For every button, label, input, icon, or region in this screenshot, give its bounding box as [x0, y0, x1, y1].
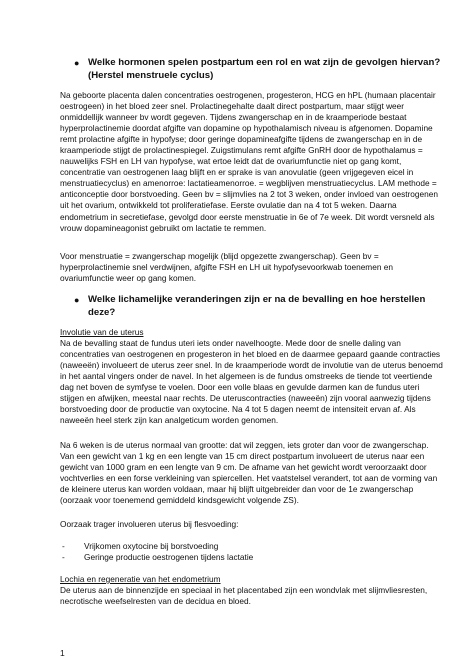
section2-paragraph-1: Na de bevalling staat de fundus uteri iets onder navelhoogte. Mede door de snelle daling van concentraties van oestrogenen en progesteron in het bloed en de daarmee gepaard gaande contracties (naweeën) involueert de uterus zeer snel. In de kraamperiode wordt de involutie van de uterus benoemd in het aantal vingers onder de navel. In het algemeen is de fundus omstreeks de tiende tot veertiende dag net boven de symfyse te voelen. Door een volle blaas en gevulde darmen kan de fundus uteri stijgen en afwijken, meestal naar rechts. De uteruscontracties (naweeën) zijn vooral aanwezig tijdens borstvoeding door de productie van oxytocine. Na 4 tot 5 dagen neemt de intensiteit ervan af. Als naweeën heel sterk zijn kan analgeticum worden genomen.: [60, 338, 443, 426]
cause-list: [60, 541, 444, 563]
lochia-subheading: Lochia en regeneratie van het endometrium: [60, 574, 221, 584]
section2-heading: [74, 294, 444, 319]
list-item: - Geringe productie oestrogenen tijdens lactatie: [62, 552, 254, 563]
involutie-subheading: Involutie van de uterus: [60, 327, 144, 337]
bullet-icon: ●: [74, 58, 80, 68]
section2-paragraph-4: De uterus aan de binnenzijde en speciaal in het placentabed zijn een wondvlak met slijmvliesresten, necrotische weefselresten van de decidua en bloed.: [60, 585, 428, 607]
section1-paragraph-2: Voor menstruatie = zwangerschap mogelijk (blijd opgezette zwangerschap). Geen bv = hyperprolactinemie snel verdwijnen, afgifte FSH en LH uit hypofysevoorkwab toenemen en ovariumfunctie weer op gang komen.: [60, 251, 393, 284]
dash-icon: -: [62, 552, 65, 563]
section1-heading: [74, 57, 444, 82]
section1-paragraph-1: Na geboorte placenta dalen concentraties oestrogenen, progesteron, HCG en hPL (humaan placentair oestrogeen) in het bloed zeer snel. Prolactinegehalte daalt direct postpartum, maar stijgt weer onmiddellijk wanneer bv wordt gegeven. Tijdens zwangerschap en in de kraamperiode bestaat hyperprolactinemie doordat afgifte van dopamine op hypothalamisch niveau is afgenomen. Dopamine remt prolactine afgifte in hypofyse; door geringe dopamineafgifte tijdens de zwangerschap en in de kraamperiode stijgt de prolactinespiegel. Zuigstimulans remt afgifte GnRH door de hypothalamus = nauwelijks FSH en LH van hypofyse, wat ertoe leidt dat de ovariumfunctie niet op gang komt, concentratie van oestrogenen laag blijft en er sprake is van anovulatie (geen vrijgegeven eicel in menstruatiecyclus) en amenorroe: lactatieamenorroe. = wegblijven menstruatiecyclus. LAM methode = anticonceptie door borstvoeding. Geen bv = slijmvlies na 2 tot 3 weken, onder invloed van oestrogenen uit het ovarium, ontwikkeld tot proliferatiefase. Eerste ovulatie dan na 4 tot 5 weken. Daarna endometrium in secretiefase, gevolgd door eerste menstruatie in 6e of 7e week. Dit wordt versneld als vrouw dopamineagonist gebruikt om lactatie te remmen.: [60, 90, 438, 233]
bullet-icon: ●: [74, 295, 80, 305]
section1-heading-text: Welke hormonen spelen postpartum een rol en wat zijn de gevolgen hiervan? (Herstel menstruele cyclus): [88, 57, 441, 81]
section2-heading-text: Welke lichamelijke veranderingen zijn er na de bevalling en hoe herstellen deze?: [88, 294, 426, 318]
dash-icon: -: [62, 541, 65, 551]
list-item: - Vrijkomen oxytocine bij borstvoeding: [62, 541, 219, 551]
page-number: 1: [60, 648, 65, 658]
section2-paragraph-2: Na 6 weken is de uterus normaal van grootte: dat wil zeggen, iets groter dan voor de zwangerschap. Van een gewicht van 1 kg en een lengte van 15 cm direct postpartum involueert de uterus naar een gewicht van 1000 gram en een lengte van 9 cm. De afname van het gewicht wordt veroorzaakt door vochtverlies en een forse verkleining van spiercellen. Het vaatstelsel verandert, tot aan de vorming van de kleinere uterus kan worden voldaan, maar hij blijft uitgebreider dan voor de 1e zwangerschap (oorzaak voor toenemend gemiddeld kindsgewicht volgende ZS).: [60, 440, 438, 506]
section2-paragraph-3: Oorzaak trager involueren uterus bij flesvoeding:: [60, 519, 239, 529]
